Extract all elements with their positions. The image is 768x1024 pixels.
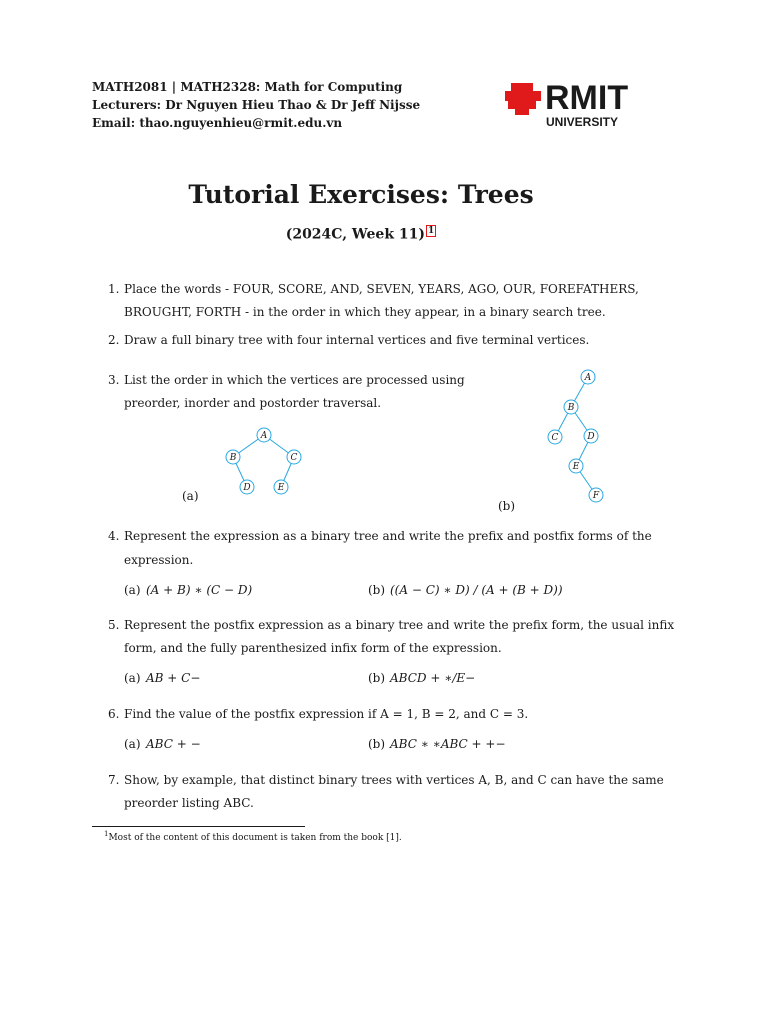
footnote (104, 830, 402, 843)
tree-node-label: E (572, 462, 580, 472)
exercise-text: BROUGHT, FORTH - in the order in which they appear, in a binary search tree. (124, 305, 606, 319)
tree-node-label: E (277, 483, 285, 493)
part-label: (a) (124, 737, 141, 751)
tree-a-diagram (220, 424, 310, 500)
part-label: (b) (368, 737, 386, 751)
exercise-number: 1. (108, 282, 120, 296)
exercise-text: Find the value of the postfix expression if A = 1, B = 2, and C = 3. (124, 707, 529, 721)
expression: ABCD + ∗/E− (390, 671, 476, 685)
part-label: (b) (368, 671, 386, 685)
tree-node-label: A (260, 431, 268, 441)
tree-b-diagram (540, 366, 610, 506)
rmit-pixel-mark (505, 83, 541, 115)
expression: (A + B) ∗ (C − D) (146, 583, 253, 597)
exercise-text: Represent the expression as a binary tree and write the prefix and postfix forms of the (124, 529, 652, 543)
exercise-text: expression. (124, 553, 194, 567)
part-label: (a) (124, 583, 141, 597)
expression: ABC + − (146, 737, 201, 751)
tree-node-label: B (229, 453, 237, 463)
footnote-text: Most of the content of this document is taken from the book [1]. (108, 833, 402, 843)
footnote-link[interactable]: 1 (428, 226, 435, 236)
exercise-number: 4. (108, 529, 120, 543)
part-label: (b) (498, 499, 516, 513)
page-subtitle (0, 225, 722, 243)
footnote-rule (92, 826, 305, 827)
exercise-number: 7. (108, 773, 120, 787)
exercise-text: form, and the fully parenthesized infix form of the expression. (124, 641, 502, 655)
part-label: (a) (124, 671, 141, 685)
exercise-text: Represent the postfix expression as a binary tree and write the prefix form, the usual infix (124, 618, 675, 632)
part-label: (a) (182, 489, 199, 503)
subtitle-text: (2024C, Week 11) (285, 226, 426, 243)
footnote-marker: 1 (104, 830, 109, 838)
expression: AB + C− (146, 671, 201, 685)
exercise-number: 3. (108, 373, 120, 387)
exercise-text: List the order in which the vertices are processed using (124, 373, 465, 387)
tree-node-label: D (587, 432, 595, 442)
exercise-text: Show, by example, that distinct binary trees with vertices A, B, and C can have the same (124, 773, 664, 787)
expression: ABC ∗ ∗ABC + +− (390, 737, 506, 751)
exercise-number: 6. (108, 707, 120, 721)
exercise-text: preorder listing ABC. (124, 796, 254, 810)
logo-university: UNIVERSITY (546, 115, 619, 129)
logo-wordmark: RMIT (545, 80, 629, 117)
tree-node-label: C (290, 453, 298, 463)
page-title: Tutorial Exercises: Trees (188, 180, 534, 209)
exercise-text: preorder, inorder and postorder traversal. (124, 396, 382, 410)
exercise-text: Place the words - FOUR, SCORE, AND, SEVEN, YEARS, AGO, OUR, FOREFATHERS, (124, 282, 639, 296)
rmit-logo (505, 80, 645, 130)
tree-node-label: F (592, 491, 600, 501)
email: Email: thao.nguyenhieu@rmit.edu.vn (92, 116, 343, 130)
course-title: MATH2081 | MATH2328: Math for Computing (92, 80, 403, 94)
exercise-number: 5. (108, 618, 120, 632)
tree-node-label: B (567, 403, 575, 413)
lecturers: Lecturers: Dr Nguyen Hieu Thao & Dr Jeff Nijsse (92, 98, 421, 112)
exercise-number: 2. (108, 333, 120, 347)
tree-node-label: D (243, 483, 251, 493)
tree-node-label: A (584, 373, 592, 383)
tree-node-label: C (551, 433, 559, 443)
expression: ((A − C) ∗ D) / (A + (B + D)) (390, 583, 563, 597)
part-label: (b) (368, 583, 386, 597)
exercise-text: Draw a full binary tree with four internal vertices and five terminal vertices. (124, 333, 590, 347)
